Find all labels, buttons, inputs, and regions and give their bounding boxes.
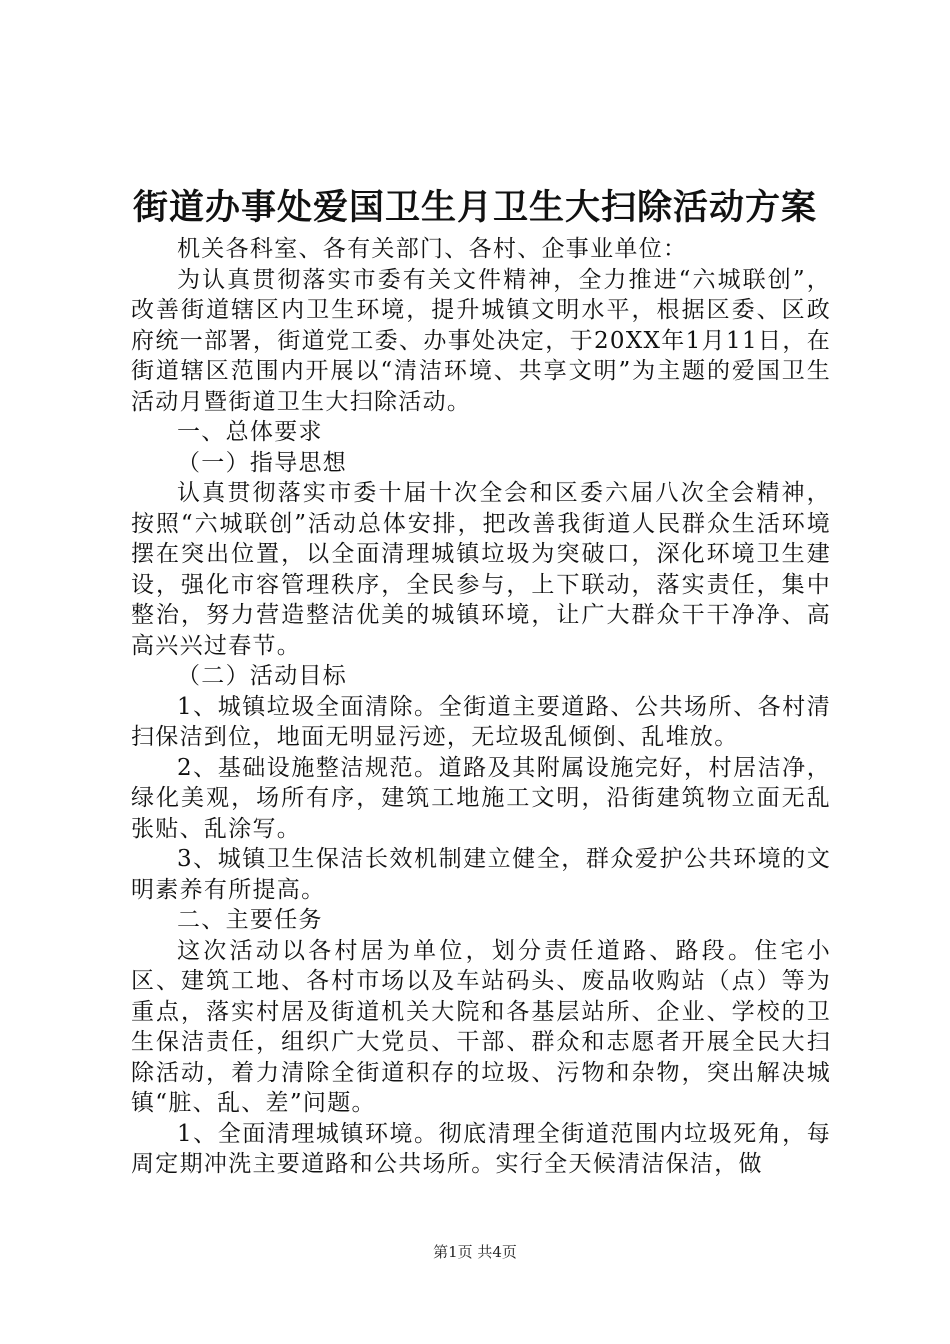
guiding-ideology-paragraph: 认真贯彻落实市委十届十次全会和区委六届八次全会精神，按照“六城联创”活动总体安排，把改善我街道人民群众生活环境摆在突出位置，以全面清理城镇垃圾为突破口，深化环境卫生建设，强化市容管理秩序，全民参与，上下联动，落实责任，集中整治，努力营造整洁优美的城镇环境，让广大群众干干净净、高高兴兴过春节。 (131, 480, 831, 659)
goal-item-3: 3、城镇卫生保洁长效机制建立健全，群众爱护公共环境的文明素养有所提高。 (131, 846, 831, 903)
main-tasks-paragraph: 这次活动以各村居为单位，划分责任道路、路段。住宅小区、建筑工地、各村市场以及车站码头、废品收购站（点）等为重点，落实村居及街道机关大院和各基层站所、企业、学校的卫生保洁责任，组织广大党员、干部、群众和志愿者开展全民大扫除活动，着力清除全街道积存的垃圾、污物和杂物，突出解决城镇“脏、乱、差”问题。 (131, 937, 831, 1116)
task-item-1: 1、全面清理城镇环境。彻底清理全街道范围内垃圾死角，每周定期冲洗主要道路和公共场所。实行全天候清洁保洁，做 (131, 1120, 831, 1177)
goal-item-2: 2、基础设施整洁规范。道路及其附属设施完好，村居洁净，绿化美观，场所有序，建筑工地施工文明，沿街建筑物立面无乱张贴、乱涂写。 (131, 754, 831, 842)
salutation-paragraph: 机关各科室、各有关部门、各村、企事业单位： (177, 236, 688, 262)
intro-paragraph: 为认真贯彻落实市委有关文件精神，全力推进“六城联创”，改善街道辖区内卫生环境，提升城镇文明水平，根据区委、区政府统一部署，街道党工委、办事处决定，于20XX年1月11日，在街道辖区范围内开展以“清洁环境、共享文明”为主题的爱国卫生活动月暨街道卫生大扫除活动。 (131, 266, 831, 415)
document-body (131, 234, 831, 1180)
subsection-heading-activity-goals: （二）活动目标 (177, 663, 348, 689)
section-heading-main-tasks: 二、主要任务 (177, 907, 323, 933)
section-heading-general-requirements: 一、总体要求 (177, 419, 323, 445)
page-footer: 第1页 共4页 (433, 1243, 517, 1261)
goal-item-1: 1、城镇垃圾全面清除。全街道主要道路、公共场所、各村清扫保洁到位，地面无明显污迹，无垃圾乱倾倒、乱堆放。 (131, 693, 831, 750)
document-title: 街道办事处爱国卫生月卫生大扫除活动方案 (132, 187, 817, 228)
subsection-heading-guiding-ideology: （一）指导思想 (177, 449, 348, 476)
